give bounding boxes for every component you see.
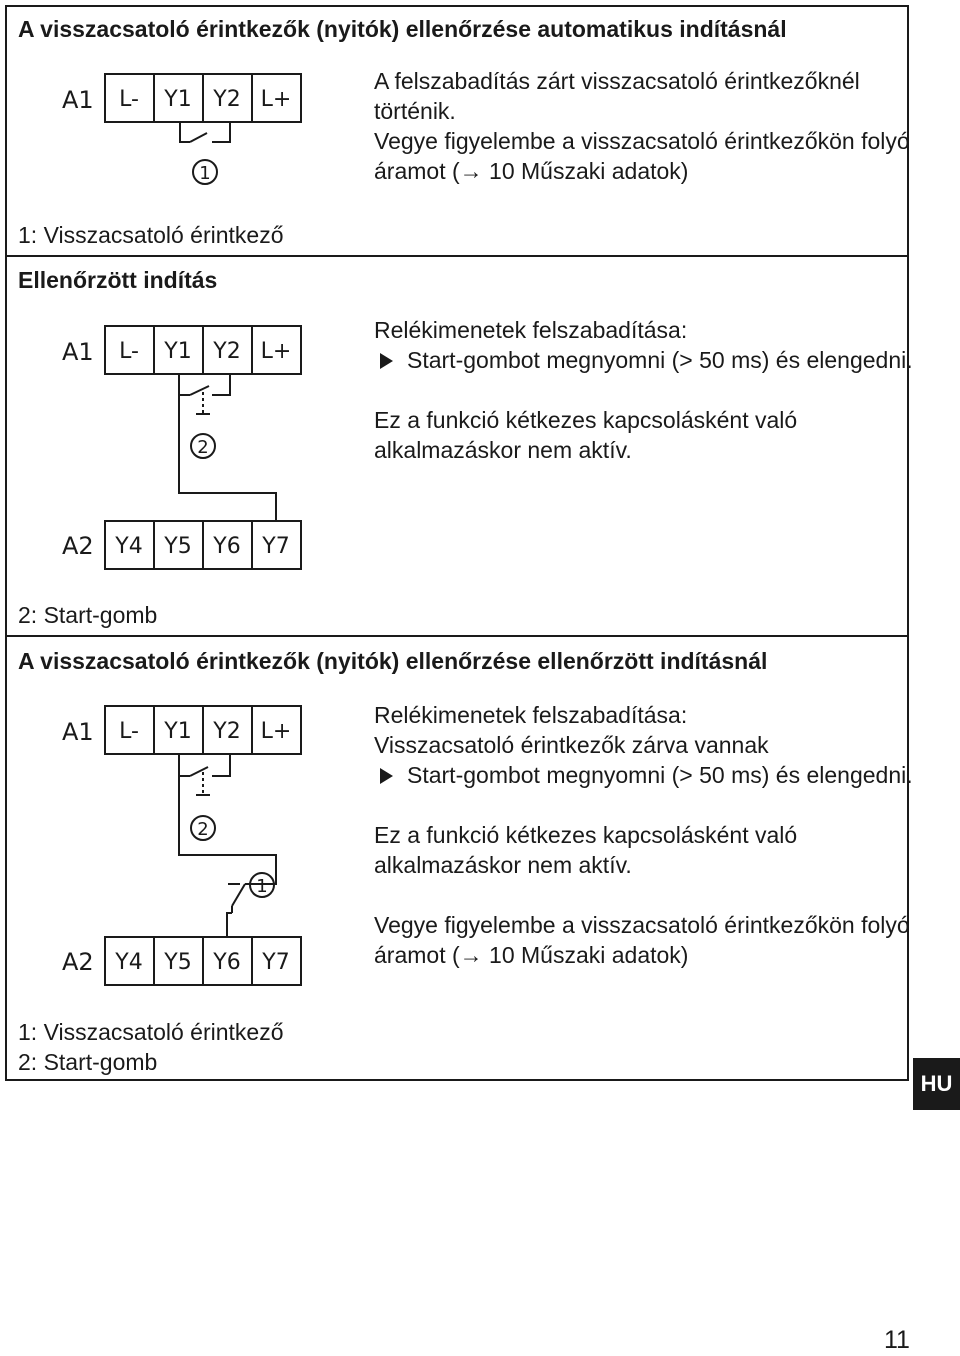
- section1-title: A visszacsatoló érintkezők (nyitók) ellenőrzése automatikus indításnál: [18, 16, 787, 42]
- bullet-text: Start-gombot megnyomni (> 50 ms) és elengedni.: [407, 762, 913, 788]
- text-line: Relékimenetek felszabadítása:: [374, 317, 688, 343]
- terminal-label: L+: [260, 719, 292, 744]
- text-line: A felszabadítás zárt visszacsatoló érintkezőknél: [374, 68, 860, 94]
- text-line: történik.: [374, 98, 456, 124]
- text-line: alkalmazáskor nem aktív.: [374, 852, 632, 878]
- block-label-a1: A1: [62, 86, 94, 114]
- terminal-label: Y4: [115, 950, 143, 975]
- block-label-a2: A2: [62, 948, 94, 976]
- text-line: Visszacsatoló érintkezők zárva vannak: [374, 732, 769, 758]
- text-line: Vegye figyelembe a visszacsatoló érintkezőkön folyó: [374, 128, 910, 154]
- section3-legend-1: 1: Visszacsatoló érintkező: [18, 1019, 284, 1045]
- terminal-label: Y1: [164, 339, 192, 364]
- section2-legend: 2: Start-gomb: [18, 602, 158, 628]
- text-line: alkalmazáskor nem aktív.: [374, 437, 632, 463]
- marker-label: 2: [197, 819, 209, 840]
- marker-label: 2: [197, 437, 209, 458]
- terminal-label: Y1: [164, 719, 192, 744]
- section1-legend: 1: Visszacsatoló érintkező: [18, 222, 284, 248]
- text-line: áramot (→ 10 Műszaki adatok): [374, 942, 689, 968]
- block-label-a2: A2: [62, 532, 94, 560]
- terminal-label: Y4: [115, 534, 143, 559]
- terminal-label: Y1: [164, 87, 192, 112]
- page-number: 11: [884, 1326, 910, 1354]
- block-label-a1: A1: [62, 338, 94, 366]
- text-line: Ez a funkció kétkezes kapcsolásként való: [374, 407, 798, 433]
- terminal-label: Y7: [262, 950, 290, 975]
- text-line: Ez a funkció kétkezes kapcsolásként való: [374, 822, 798, 848]
- terminal-label: L-: [119, 339, 139, 364]
- terminal-label: L-: [119, 87, 139, 112]
- text-line: Vegye figyelembe a visszacsatoló érintkezőkön folyó: [374, 912, 910, 938]
- section3-title: A visszacsatoló érintkezők (nyitók) ellenőrzése ellenőrzött indításnál: [18, 648, 768, 674]
- text-line: áramot (→ 10 Műszaki adatok): [374, 158, 689, 184]
- section3-legend-2: 2: Start-gomb: [18, 1049, 158, 1075]
- terminal-label: Y6: [213, 534, 241, 559]
- terminal-label: Y5: [164, 950, 192, 975]
- terminal-label: Y2: [213, 87, 241, 112]
- text-line: Relékimenetek felszabadítása:: [374, 702, 688, 728]
- marker-label: 1: [256, 876, 268, 897]
- terminal-label: Y2: [213, 719, 241, 744]
- terminal-label: L+: [260, 339, 292, 364]
- bullet-text: Start-gombot megnyomni (> 50 ms) és elengedni.: [407, 347, 913, 373]
- terminal-label: Y6: [213, 950, 241, 975]
- block-label-a1: A1: [62, 718, 94, 746]
- marker-label: 1: [199, 163, 211, 184]
- terminal-label: Y2: [213, 339, 241, 364]
- language-badge: HU: [913, 1058, 960, 1110]
- terminal-label: L-: [119, 719, 139, 744]
- terminal-label: Y7: [262, 534, 290, 559]
- terminal-label: L+: [260, 87, 292, 112]
- section2-title: Ellenőrzött indítás: [18, 267, 218, 293]
- terminal-label: Y5: [164, 534, 192, 559]
